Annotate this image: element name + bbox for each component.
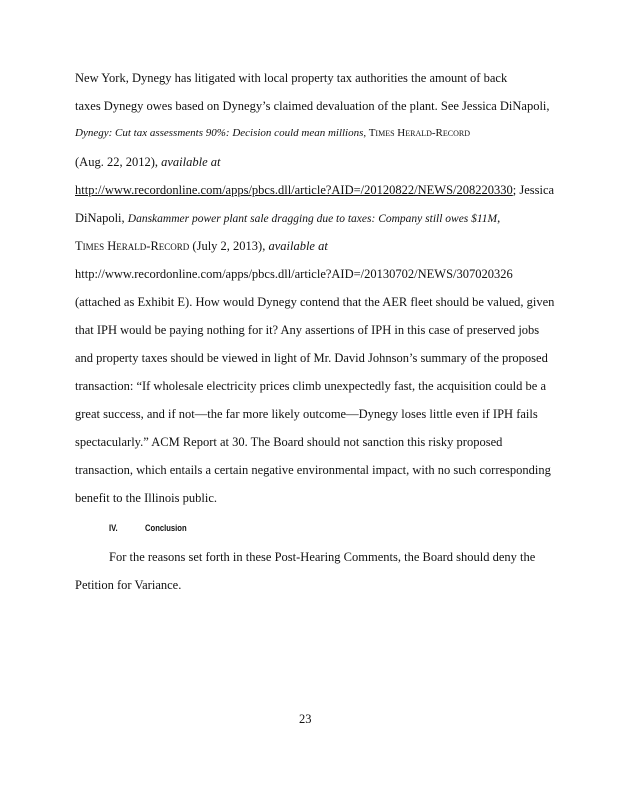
body-line: and property taxes should be viewed in light of Mr. David Johnson’s summary of the proposed — [75, 351, 548, 365]
body-line: New York, Dynegy has litigated with local property tax authorities the amount of back — [75, 71, 508, 85]
section-number: IV. — [109, 523, 118, 533]
article-title: Dynegy: Cut tax assessments 90%: Decision could mean millions — [75, 127, 364, 139]
citation-line — [75, 240, 328, 253]
citation-line — [75, 156, 220, 169]
body-line: benefit to the Illinois public. — [75, 491, 217, 505]
conclusion-line: Petition for Variance. — [75, 578, 182, 592]
citation-date: (Aug. 22, 2012), — [75, 155, 158, 169]
body-line: taxes Dynegy owes based on Dynegy’s claimed devaluation of the plant. See Jessica DiNapoli, — [75, 99, 550, 113]
source-name: , Times Herald-Record — [363, 127, 471, 139]
available-at: available at — [161, 155, 221, 169]
article-title: Danskammer power plant sale dragging due to taxes: Company still owes $11M — [127, 213, 498, 225]
body-line: great success, and if not—the far more likely outcome—Dynegy loses little even if IPH fails — [75, 407, 538, 421]
conclusion-line: For the reasons set forth in these Post-Hearing Comments, the Board should deny the — [109, 550, 536, 564]
body-line: that IPH would be paying nothing for it? Any assertions of IPH in this case of preserved jobs — [75, 323, 540, 337]
citation-line — [75, 212, 500, 226]
body-line: spectacularly.” ACM Report at 30. The Board should not sanction this risky proposed — [75, 435, 503, 449]
section-heading: Conclusion — [145, 523, 187, 533]
available-at: available at — [268, 239, 328, 253]
article-link[interactable]: http://www.recordonline.com/apps/pbcs.dll/article?AID=/20130702/NEWS/307020326 — [75, 267, 513, 281]
citation-author: DiNapoli, — [75, 211, 125, 225]
citation-separator: ; Jessica — [512, 183, 555, 197]
citation-punct: , — [497, 211, 501, 225]
body-line: (attached as Exhibit E). How would Dynegy contend that the AER fleet should be valued, given — [75, 295, 555, 309]
citation-line — [75, 184, 554, 197]
body-line: transaction: “If wholesale electricity prices climb unexpectedly fast, the acquisition could be a — [75, 379, 547, 393]
body-line: transaction, which entails a certain negative environmental impact, with no such corresponding — [75, 463, 551, 477]
source-name: Times Herald-Record — [75, 239, 190, 253]
citation-line — [75, 128, 470, 139]
citation-date: (July 2, 2013), — [192, 239, 266, 253]
page-number: 23 — [299, 712, 312, 726]
article-link[interactable]: http://www.recordonline.com/apps/pbcs.dll/article?AID=/20120822/NEWS/208220330 — [75, 183, 513, 197]
